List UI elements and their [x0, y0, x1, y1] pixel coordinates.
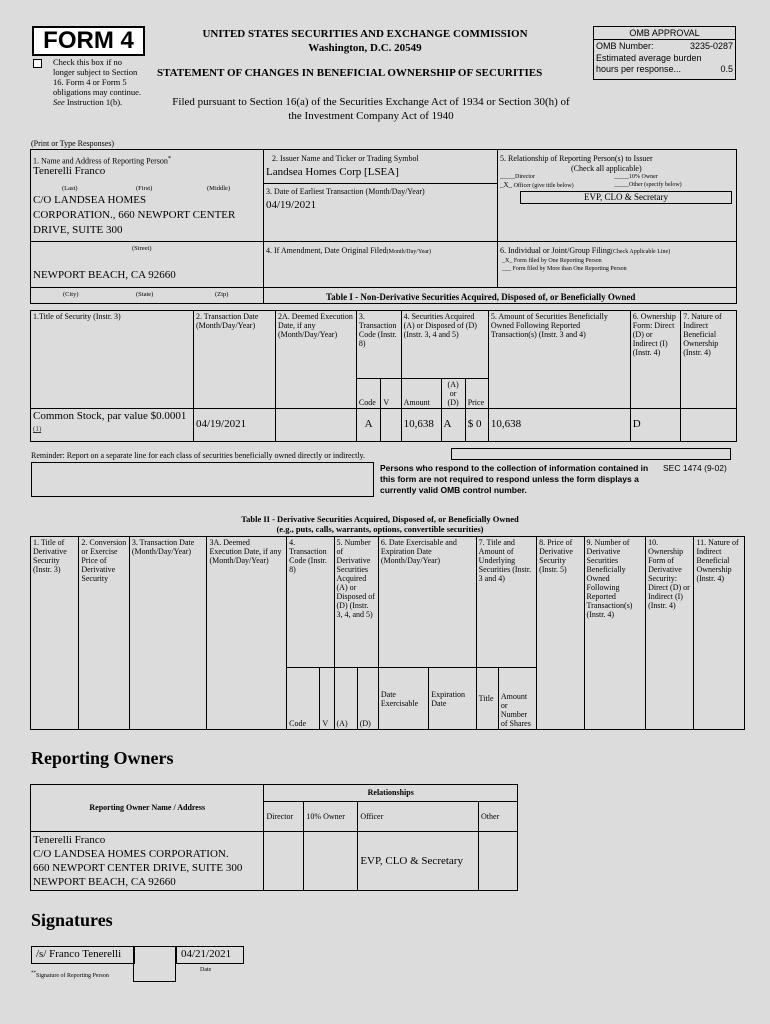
t1-code: A	[356, 409, 380, 442]
officer-title-value: EVP, CLO & Secretary	[584, 192, 668, 202]
other-option: _____Other (specify below)	[614, 182, 682, 188]
owner-line: 660 NEWPORT CENTER DRIVE, SUITE 300	[33, 862, 243, 874]
checkbox-label: Check this box if no longer subject to Section 16. Form 4 or Form 5 obligations may continue. See Instruction 1(b).	[53, 57, 142, 107]
statement-title: STATEMENT OF CHANGES IN BENEFICIAL OWNERSHIP OF SECURITIES	[157, 67, 543, 79]
box3-label: 3. Date of Earliest Transaction (Month/Day/Year)	[266, 187, 425, 196]
form-title: FORM 4	[43, 27, 134, 54]
signature-value: /s/ Franco Tenerelli	[31, 946, 135, 964]
signature-label: **Signature of Reporting Person	[31, 971, 109, 979]
reporting-owners-heading: Reporting Owners	[31, 748, 174, 768]
box5-label: 5. Relationship of Reporting Person(s) to Issuer	[500, 154, 653, 163]
form-4-box	[32, 26, 145, 56]
box2-label: 2. Issuer Name and Ticker or Trading Symbol	[272, 154, 419, 163]
t1-owned: 10,638	[488, 409, 630, 442]
t2-h5: 5. Number of Derivative Securities Acquired (A) or Disposed of (D) (Instr. 3, 4, and 5)	[334, 537, 378, 668]
omb-number-row	[594, 40, 735, 53]
t2-h3a: 3A. Deemed Execution Date, if any (Month/Day/Year)	[207, 537, 287, 730]
omb-hours-label: hours per response...	[596, 64, 682, 74]
owner-line: Tenerelli Franco	[33, 834, 106, 846]
t1-h6: 6. Ownership Form: Direct (D) or Indirect (I) (Instr. 4)	[630, 311, 680, 409]
table2-title	[120, 514, 640, 534]
t1-deemed	[275, 409, 356, 442]
signature-date: 04/21/2021	[176, 946, 244, 964]
omb-title: OMB APPROVAL	[594, 27, 735, 40]
t1-h3: 3. Transaction Code (Instr. 8)	[356, 311, 401, 379]
reminder-box-small	[451, 448, 731, 460]
street-label: (Street)	[132, 245, 152, 252]
omb-burden-label: Estimated average burden	[596, 53, 702, 63]
t2-sub-date-ex: Date Exercisable	[378, 668, 428, 730]
grid-line	[497, 149, 498, 287]
zip-label: (Zip)	[215, 291, 229, 298]
t2-sub-code: Code	[287, 668, 320, 730]
omb-hours-row	[594, 64, 735, 75]
owner-name-address	[31, 832, 264, 891]
middle-label: (Middle)	[207, 185, 231, 192]
address-line: DRIVE, SUITE 300	[33, 224, 123, 236]
t1-price: $ 0	[465, 409, 488, 442]
filed-pursuant	[148, 95, 594, 123]
grid-line	[30, 287, 737, 288]
table1	[30, 310, 737, 442]
t2-sub-title: Title	[476, 668, 498, 730]
grid-line	[30, 241, 737, 242]
t1-h2a: 2A. Deemed Execution Date, if any (Month/Day/Year)	[275, 311, 356, 409]
state-label: (State)	[136, 291, 154, 298]
reminder-text: Reminder: Report on a separate line for each class of securities beneficially owned directly or indirectly.	[31, 451, 366, 460]
city-state-zip: NEWPORT BEACH, CA 92660	[33, 269, 176, 281]
first-label: (First)	[136, 185, 153, 192]
table2-title-line: Table II - Derivative Securities Acquired, Disposed of, or Beneficially Owned	[241, 514, 519, 524]
owner-col-name: Reporting Owner Name / Address	[31, 785, 264, 832]
owner-other	[479, 832, 518, 891]
t1-sub-code: Code	[356, 379, 380, 409]
t1-form: D	[630, 409, 680, 442]
t2-h1: 1. Title of Derivative Security (Instr. 3)	[31, 537, 79, 730]
t1-title-cell	[31, 409, 194, 442]
t1-h2: 2. Transaction Date (Month/Day/Year)	[193, 311, 275, 409]
filed-pursuant-line-1: Filed pursuant to Section 16(a) of the Securities Exchange Act of 1934 or Section 30(h) of	[172, 96, 570, 108]
owner-col-officer: Officer	[358, 802, 479, 832]
omb-number-label: OMB Number:	[596, 41, 654, 51]
t1-v	[381, 409, 401, 442]
t2-sub-a: (A)	[334, 668, 357, 730]
t2-sub-v: V	[320, 668, 334, 730]
agency-location: Washington, D.C. 20549	[308, 42, 422, 54]
table2-subtitle: (e.g., puts, calls, warrants, options, convertible securities)	[276, 524, 484, 534]
address-line: C/O LANDSEA HOMES	[33, 194, 147, 206]
t2-h2: 2. Conversion or Exercise Price of Derivative Security	[79, 537, 129, 730]
t1-amount: 10,638	[401, 409, 441, 442]
t1-h1: 1.Title of Security (Instr. 3)	[31, 311, 194, 409]
t1-sub-amount: Amount	[401, 379, 441, 409]
owner-col-other: Other	[479, 802, 518, 832]
t2-h4: 4. Transaction Code (Instr. 8)	[287, 537, 334, 668]
signatures-heading: Signatures	[31, 910, 113, 930]
t1-h4: 4. Securities Acquired (A) or Disposed of (D) (Instr. 3, 4 and 5)	[401, 311, 488, 379]
box4-label: 4. If Amendment, Date Original Filed(Month/Day/Year)	[266, 246, 432, 255]
filing-option-2: ___ Form filed by More than One Reporting Person	[502, 266, 627, 272]
director-option: _____Director	[500, 174, 535, 180]
t1-date: 04/19/2021	[193, 409, 275, 442]
officer-option: _X_ Officer (give title below)	[500, 181, 574, 189]
owner-col-director: Director	[264, 802, 304, 832]
table-row	[31, 409, 737, 442]
city-label: (City)	[63, 291, 79, 298]
t2-h6: 6. Date Exercisable and Expiration Date (Month/Day/Year)	[378, 537, 476, 668]
owner-col-10pct: 10% Owner	[304, 802, 358, 832]
t1-h5: 5. Amount of Securities Beneficially Owned Following Reported Transaction(s) (Instr. 3 and 4)	[488, 311, 630, 409]
reporting-owners-table	[30, 784, 518, 891]
reminder-box-large	[31, 462, 374, 497]
signature-gap-box	[133, 946, 176, 982]
owner-line: NEWPORT BEACH, CA 92660	[33, 876, 176, 888]
agency-name: UNITED STATES SECURITIES AND EXCHANGE COMMISSION	[202, 28, 528, 40]
t2-h10: 10. Ownership Form of Derivative Security: Direct (D) or Indirect (I) (Instr. 4)	[646, 537, 694, 730]
t2-sub-amount: Amount or Number of Shares	[498, 668, 536, 730]
filing-option-1: _X_ Form filed by One Reporting Person	[502, 258, 602, 264]
grid-line	[263, 183, 497, 184]
print-type-note: (Print or Type Responses)	[31, 139, 115, 148]
box1-label: 1. Name and Address of Reporting Person*	[33, 155, 172, 166]
date-label: Date	[200, 967, 212, 973]
t2-h11: 11. Nature of Indirect Beneficial Ownership (Instr. 4)	[694, 537, 745, 730]
reporting-person-name: Tenerelli Franco	[33, 165, 106, 177]
table2	[30, 536, 745, 730]
t2-h9: 9. Number of Derivative Securities Beneficially Owned Following Reported Transaction(s) (Instr. 4)	[584, 537, 646, 730]
agency-block	[150, 27, 580, 55]
table1-title: Table I - Non-Derivative Securities Acquired, Disposed of, or Beneficially Owned	[326, 292, 636, 302]
t2-h7: 7. Title and Amount of Underlying Securities (Instr. 3 and 4)	[476, 537, 536, 668]
owner-line: C/O LANDSEA HOMES CORPORATION.	[33, 848, 229, 860]
omb-approval-box	[593, 26, 736, 80]
security-title: Common Stock, par value $0.0001	[33, 410, 187, 422]
t2-sub-d: (D)	[357, 668, 378, 730]
issuer-name: Landsea Homes Corp [LSEA]	[266, 166, 399, 178]
reporting-person-address	[33, 193, 263, 238]
t2-h8: 8. Price of Derivative Security (Instr. 5)	[537, 537, 584, 730]
t1-aord: A	[441, 409, 465, 442]
box5-sub: (Check all applicable)	[571, 164, 642, 173]
t1-sub-price: Price	[465, 379, 488, 409]
ten-pct-option: _____10% Owner	[614, 174, 658, 180]
no-longer-subject-checkbox[interactable]	[33, 59, 42, 68]
box6-label: 6. Individual or Joint/Group Filing(Check Applicable Line)	[500, 246, 671, 255]
sec-number: SEC 1474 (9-02)	[663, 463, 727, 473]
grid-line	[263, 149, 264, 304]
footnote-link[interactable]: (1)	[33, 425, 42, 433]
table-row	[31, 832, 518, 891]
omb-number-value: 3235-0287	[689, 41, 733, 51]
t1-nature	[681, 409, 737, 442]
t1-h7: 7. Nature of Indirect Beneficial Ownership (Instr. 4)	[681, 311, 737, 409]
officer-title-box	[520, 191, 732, 204]
owner-director	[264, 832, 304, 891]
t1-sub-aord: (A) or (D)	[441, 379, 465, 409]
earliest-transaction-date: 04/19/2021	[266, 199, 317, 211]
omb-hours-value: 0.5	[720, 64, 733, 74]
last-label: (Last)	[62, 185, 78, 192]
filed-pursuant-line-2: the Investment Company Act of 1940	[288, 110, 454, 122]
t1-sub-v: V	[381, 379, 401, 409]
owner-officer: EVP, CLO & Secretary	[358, 832, 479, 891]
persons-notice: Persons who respond to the collection of information contained in this form are not required to respond unless the form displays a currently valid OMB control number.	[380, 463, 649, 495]
address-line: CORPORATION., 660 NEWPORT CENTER	[33, 209, 236, 221]
relationships-header: Relationships	[264, 785, 518, 802]
owner-10pct	[304, 832, 358, 891]
t2-h3: 3. Transaction Date (Month/Day/Year)	[129, 537, 207, 730]
t2-sub-exp: Expiration Date	[429, 668, 476, 730]
